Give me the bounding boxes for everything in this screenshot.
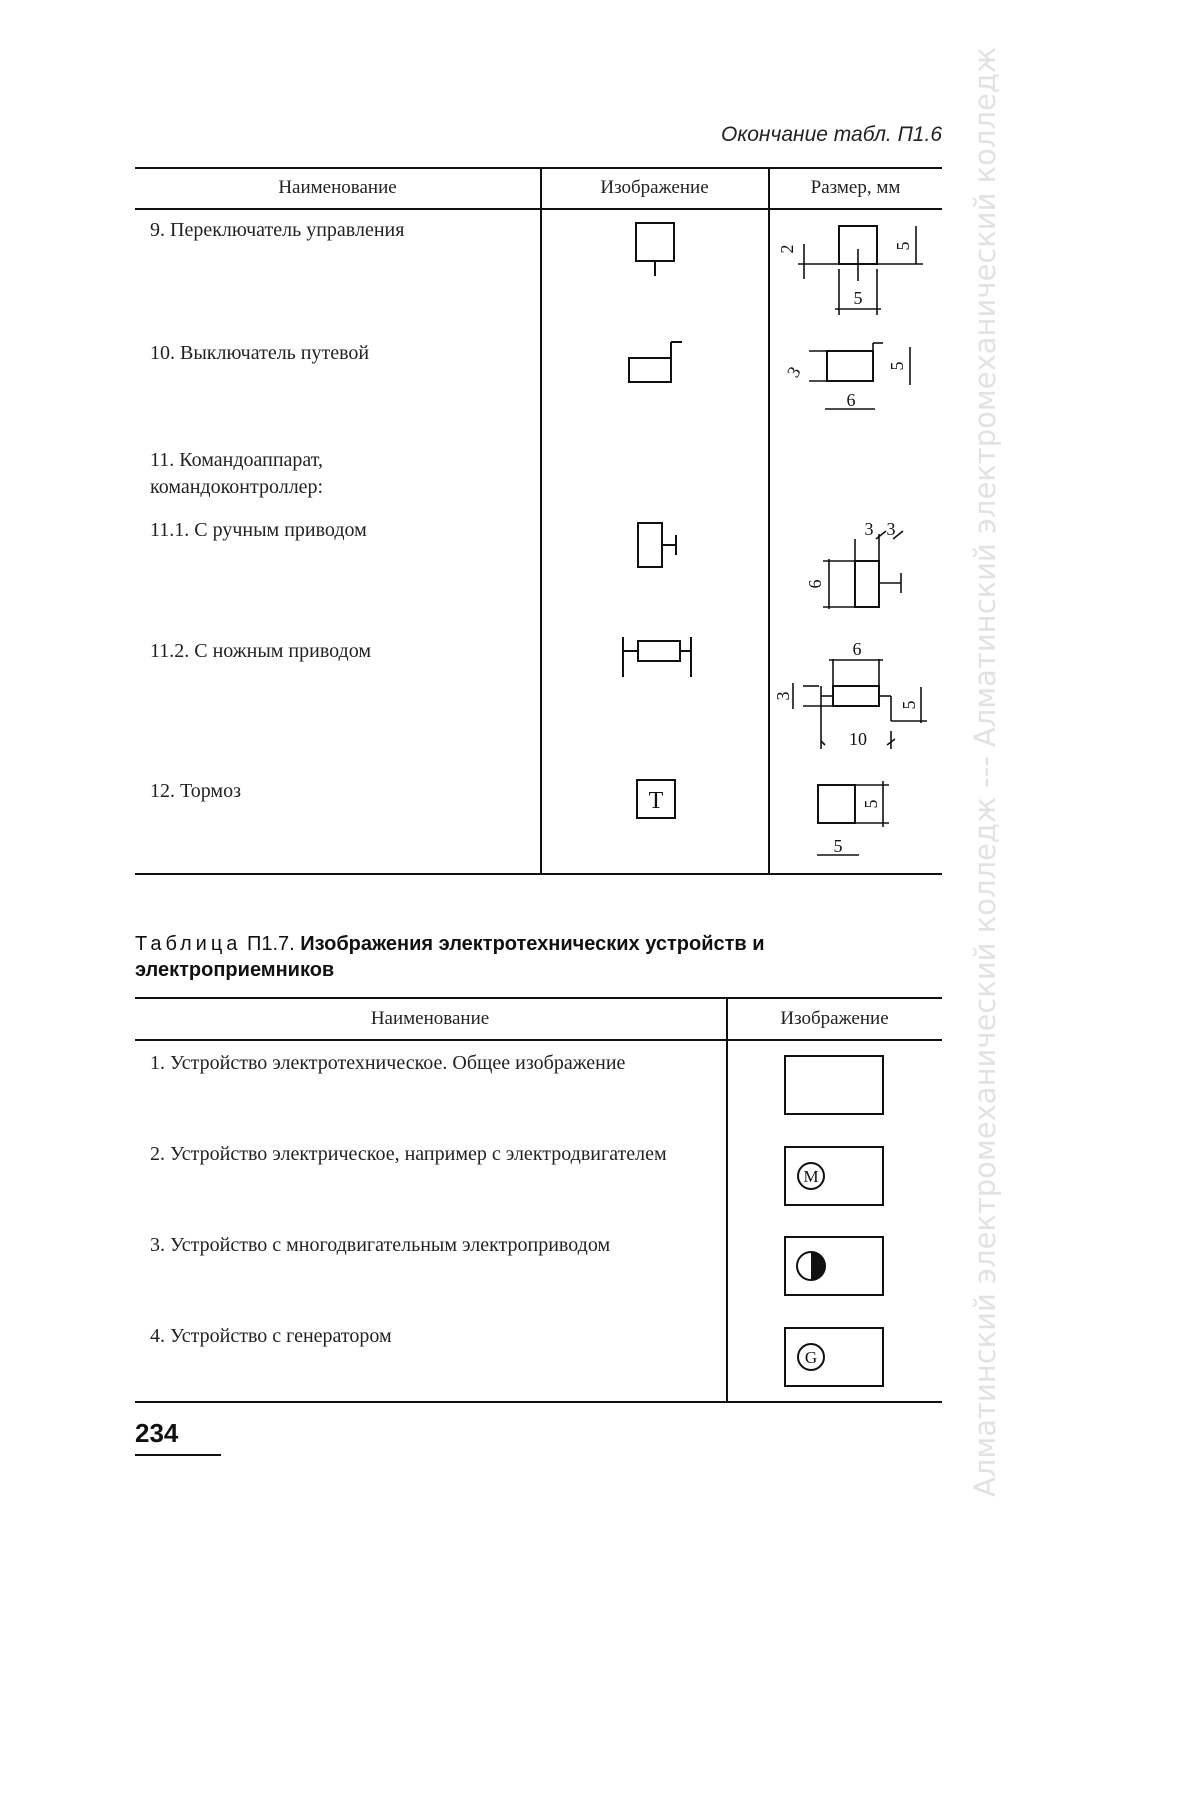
table-2-header-image: Изображение xyxy=(727,1008,942,1030)
motor-letter: M xyxy=(803,1167,818,1186)
table-row-name: 9. Переключатель управления xyxy=(150,217,530,244)
dimension-label: 10 xyxy=(849,729,867,749)
table-1-symbols xyxy=(541,209,767,873)
dimension-label: 5 xyxy=(887,362,907,371)
caption-title: Изображения электротехнических устройств и электроприемников xyxy=(135,933,765,981)
limit-switch-symbol xyxy=(629,342,682,382)
dimension-label: 3 xyxy=(865,519,874,539)
dimension-label: 6 xyxy=(847,390,856,410)
table-row-name: 11.2. С ножным приводом xyxy=(150,638,530,665)
table-2-caption xyxy=(135,931,895,983)
table-2-header-name: Наименование xyxy=(135,1008,725,1030)
brake-symbol-letter: T xyxy=(649,788,664,814)
dimension-label: 5 xyxy=(899,701,919,710)
table-2-bottom-rule xyxy=(135,1401,942,1403)
table-row-name: 12. Тормоз xyxy=(150,778,530,805)
foot-drive-symbol xyxy=(623,637,691,677)
generator-device-symbol xyxy=(785,1328,883,1386)
continuation-label: Окончание табл. П1.6 xyxy=(721,123,942,147)
control-switch-symbol xyxy=(636,223,674,276)
table-row-name: 3. Устройство с многодвигательным электроприводом xyxy=(150,1232,710,1259)
watermark: Алматинский электромеханический колледж --- Алматинский электромеханический колледж xyxy=(968,22,1002,1522)
table-row-name: 11.1. С ручным приводом xyxy=(150,517,530,544)
dimension-label: 5 xyxy=(893,242,913,251)
table-1-top-rule xyxy=(135,167,942,169)
table-row-name: 11. Командоаппарат, командоконтроллер: xyxy=(150,447,450,501)
dimension-label: 5 xyxy=(861,800,881,809)
table-row-name: 10. Выключатель путевой xyxy=(150,340,530,367)
dimension-label: 2 xyxy=(777,245,797,254)
page-number: 234 xyxy=(135,1418,178,1449)
table-2-symbols xyxy=(727,1040,941,1400)
half-filled-circle-icon xyxy=(811,1252,825,1280)
table-1-header-size: Размер, мм xyxy=(769,177,942,199)
generator-letter: G xyxy=(805,1348,817,1367)
dimension-label: 3 xyxy=(783,363,805,381)
table-row-name: 2. Устройство электрическое, например с электродвигателем xyxy=(150,1141,710,1168)
table-1-header-name: Наименование xyxy=(135,177,540,199)
table-1-bottom-rule xyxy=(135,873,942,875)
page-number-rule xyxy=(135,1454,221,1456)
dimension-label: 3 xyxy=(887,519,896,539)
caption-prefix: Таблица xyxy=(135,933,241,955)
caption-number: П1.7. xyxy=(247,933,295,955)
table-1-dimensions xyxy=(769,209,941,873)
dimension-label: 6 xyxy=(853,639,862,659)
hand-drive-symbol xyxy=(638,523,676,567)
dimension-label: 6 xyxy=(805,580,825,589)
table-1-header-image: Изображение xyxy=(541,177,768,199)
motor-device-symbol xyxy=(785,1147,883,1205)
dimension-label: 3 xyxy=(773,692,793,701)
dimension-label: 5 xyxy=(834,836,843,856)
table-row-name: 4. Устройство с генератором xyxy=(150,1323,710,1350)
table-2-top-rule xyxy=(135,997,942,999)
multi-motor-device-symbol xyxy=(785,1237,883,1295)
general-device-symbol xyxy=(785,1056,883,1114)
table-row-name: 1. Устройство электротехническое. Общее изображение xyxy=(150,1050,710,1077)
dimension-label: 5 xyxy=(854,288,863,308)
